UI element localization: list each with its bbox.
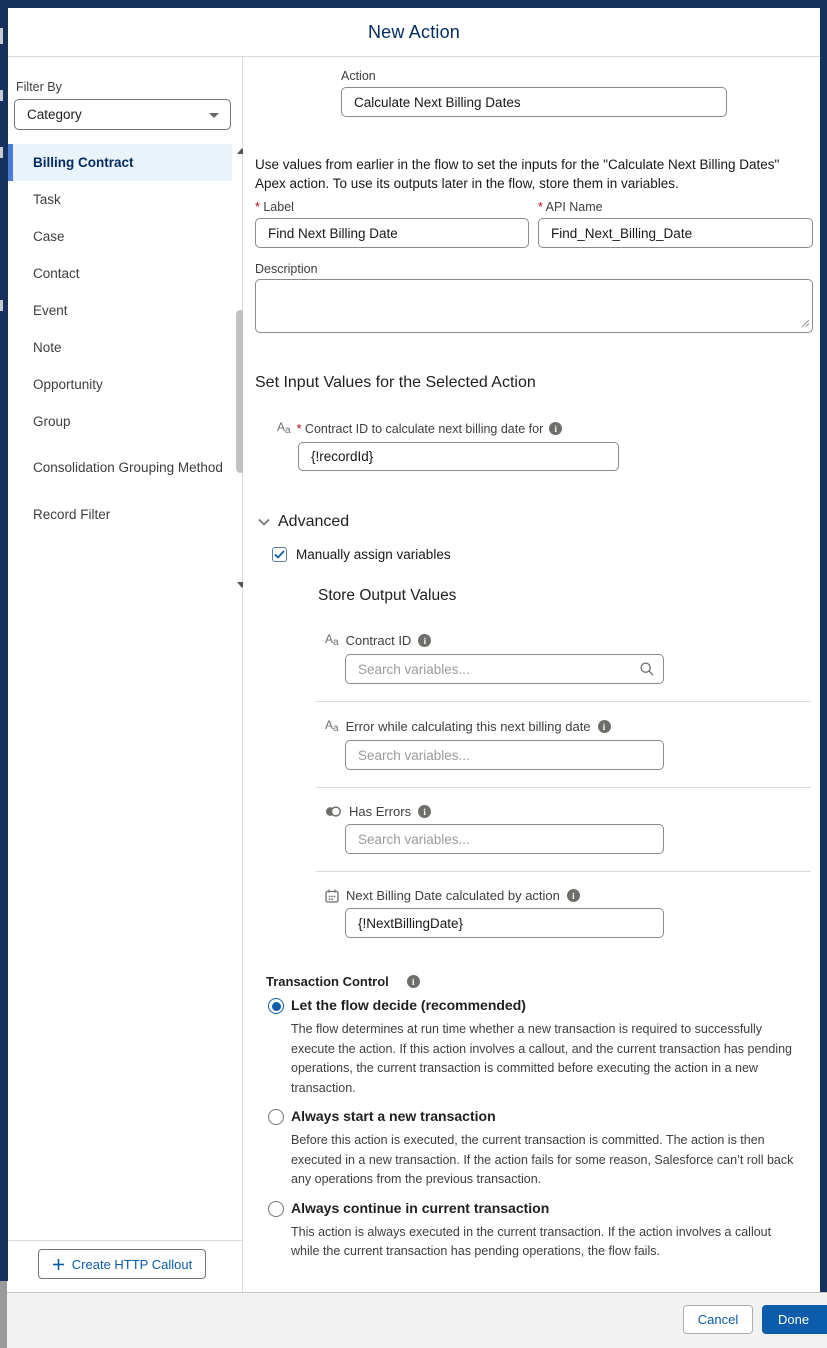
checkmark-icon [274,550,285,559]
app-frame-left [0,0,8,1281]
resize-handle-icon[interactable] [801,315,810,333]
output-row-error-label [325,718,820,735]
chevron-down-icon [258,518,270,526]
next-billing-date-output-input[interactable] [345,908,664,938]
error-output-search-input[interactable] [345,740,664,770]
sidebar-item-note[interactable]: Note [33,339,62,355]
text-type-icon [325,632,339,649]
filter-by-label: Filter By [16,80,62,94]
radio-description: Before this action is executed, the current transaction is committed. The action is then executed in a new transaction. If the action fails for some reason, Salesforce can’t roll back any operations from the previous transaction. [291,1133,794,1186]
date-type-icon [325,889,339,903]
frame-notch [0,90,3,101]
app-frame-top [0,0,827,8]
api-name-input[interactable] [538,218,813,248]
divider [8,1240,242,1241]
modal-header [8,8,820,57]
boolean-type-icon [325,805,342,818]
frame-notch [0,147,3,158]
output-label: Contract ID [345,633,412,648]
sidebar-item-billing-contract[interactable]: Billing Contract [8,144,232,181]
category-dropdown[interactable] [14,99,231,130]
radio-current-transaction[interactable] [268,1201,284,1217]
sidebar-item-opportunity[interactable]: Opportunity [33,376,103,392]
info-icon[interactable] [567,889,580,902]
sidebar-item-record-filter[interactable]: Record Filter [33,506,111,522]
label-api-row [255,200,820,248]
sidebar-item-contact[interactable]: Contact [33,265,80,281]
radio-label[interactable]: Let the flow decide (recommended) [291,997,526,1013]
transaction-option-new-transaction [268,1108,820,1190]
manually-assign-variables-label: Manually assign variables [296,547,451,562]
output-row-has-errors-label [325,804,820,819]
text-type-icon [277,420,291,437]
action-label: Action [341,69,376,83]
search-icon [639,661,655,682]
advanced-heading: Advanced [278,513,350,530]
info-icon[interactable] [418,634,431,647]
radio-label[interactable]: Always continue in current transaction [291,1199,550,1216]
contract-id-output-search-input[interactable] [345,654,664,684]
action-input[interactable] [341,87,727,117]
divider [316,787,811,788]
description-label: Description [255,262,318,276]
radio-label[interactable]: Always start a new transaction [291,1108,496,1124]
category-dropdown-value: Category [27,107,82,122]
transaction-control-label: Transaction Control [266,974,389,989]
category-list [8,144,232,533]
description-textarea[interactable] [255,279,813,333]
category-sidebar [8,57,243,1292]
sidebar-item-consolidation-grouping-method[interactable]: Consolidation Grouping Method [33,460,223,475]
output-row-next-billing-date-label [325,888,820,903]
api-name-field-label: * API Name [538,200,813,215]
contract-id-param-label: * Contract ID to calculate next billing date for [297,422,544,436]
sidebar-item-case[interactable]: Case [33,228,65,244]
output-label: Has Errors [349,804,412,819]
modal-footer [0,1292,827,1348]
label-field-label: * Label [255,200,529,215]
output-row-contract-id-label [325,632,820,649]
page-title: New Action [367,21,461,42]
radio-description: This action is always executed in the current transaction. If the action involves a callout while the current transaction has pending operations, the flow fails. [291,1224,772,1258]
transaction-option-flow-decide [268,997,820,1098]
radio-description: The flow determines at run time whether a new transaction is required to successfully execute the action. If this action involves a callout, and the current transaction has pending operations, the current transaction is committed before executing the action in a new transaction. [291,1022,793,1095]
manually-assign-variables-checkbox[interactable] [272,547,287,562]
done-button[interactable]: Done [762,1305,827,1334]
intro-text: Use values from earlier in the flow to set the inputs for the "Calculate Next Billing Dates" Apex action. To use its outputs later in the flow, store them in variables. [255,157,780,191]
cancel-button[interactable]: Cancel [683,1305,753,1334]
has-errors-output-search-input[interactable] [345,824,664,854]
output-label: Next Billing Date calculated by action [346,888,560,903]
sidebar-item-group[interactable]: Group [33,413,71,429]
info-icon[interactable] [407,975,420,988]
info-icon[interactable] [418,805,431,818]
app-frame-left-bottom [0,1281,7,1348]
set-input-values-heading: Set Input Values for the Selected Action [255,374,536,391]
sidebar-item-task[interactable]: Task [33,191,61,207]
transaction-option-current-transaction [268,1200,820,1262]
sidebar-item-event[interactable]: Event [33,302,68,318]
create-http-callout-button[interactable]: Create HTTP Callout [38,1249,206,1279]
plus-icon [52,1258,65,1271]
advanced-section-toggle[interactable] [258,513,820,531]
info-icon[interactable] [598,720,611,733]
store-output-values-heading: Store Output Values [318,587,457,604]
chevron-down-icon [209,113,219,118]
label-input[interactable] [255,218,529,248]
divider [316,701,811,702]
text-type-icon [325,718,339,735]
radio-flow-decide[interactable] [268,998,284,1014]
action-config-panel [243,57,820,1292]
contract-id-param-label-row [277,420,820,437]
contract-id-param-input[interactable] [298,442,619,471]
radio-new-transaction[interactable] [268,1109,284,1125]
divider [316,871,811,872]
frame-notch [0,28,3,44]
transaction-control-label-row [266,974,820,989]
manually-assign-variables-row [272,547,820,562]
info-icon[interactable] [549,422,562,435]
output-label: Error while calculating this next billing date [345,719,591,734]
frame-notch [0,300,3,311]
app-frame-right [820,0,827,1292]
